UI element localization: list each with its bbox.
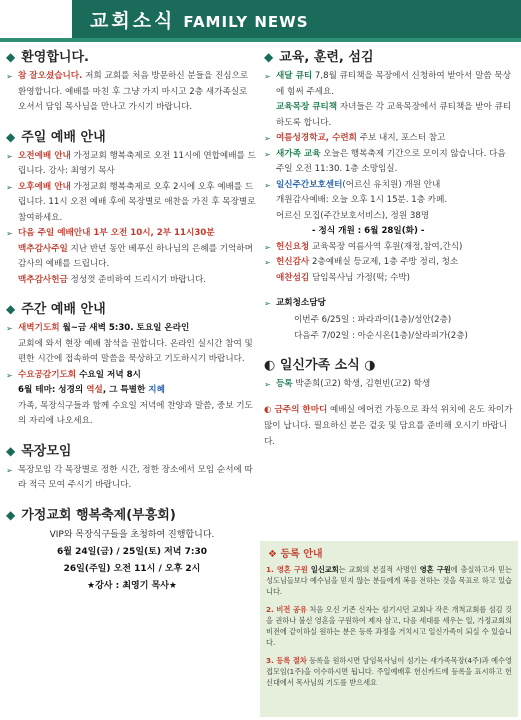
mokjang-item: ➢ 목장모임 각 목장별로 정한 시간, 정한 장소에서 모임 순서에 따라 적극 모여 주시기 바랍니다.: [6, 464, 253, 490]
sunday-heading: ◆ 주일 예배 안내: [6, 129, 106, 145]
education-item-request: ➢ 헌신요청 교육목장 여름사역 후원(재정,참여,간식): [264, 240, 516, 256]
festival-heading: ◆ 가정교회 행복축제(부흥회): [6, 507, 176, 523]
education-item-newcomer: ➢ 새가족 교육 오늘은 행복축제 기간으로 모이지 않습니다. 다음 주일 오전 11:30. 1층 소망임실.: [264, 148, 506, 174]
festival-line-4: ★강사 : 최영기 목사★: [87, 580, 177, 591]
half-circle-icon: ◐: [264, 357, 280, 373]
half-circle-icon: ◑: [359, 357, 376, 373]
registration-box: [260, 541, 518, 717]
arrow-right-icon: ➢: [264, 258, 271, 267]
page-title: [90, 6, 309, 33]
education-item-daycare: ➢ 일신주간보호센터(어르신 유치원) 개원 안내 개원감사예배: 오늘 오후 1시 15분. 1층 카페. 어르신 모집(주간보호서비스), 정원 38명 - 정식 개원 : 6월 28일(화) -: [264, 179, 448, 236]
arrow-right-icon: ➢: [264, 299, 271, 308]
registration-p2: 2. 비전 공유 처음 오신 기존 신자는 섬기시던 교회나 작은 개척교회를 섬김 것을 권하나 불신 영혼을 구원하여 제자 삼고, 다음 세대를 세우는 일, 가정교회의 비전에 같이하실 원하는 분은 등록 과정을 거치시고 일신가족이 되실 수 있습니다.: [266, 605, 513, 647]
arrow-right-icon: ➢: [264, 379, 271, 389]
weekday-item-wednesday: ➢ 수요공감기도회 수요일 저녁 8시 6월 테마: 성경의 역설, 그 특별한 지혜 가족, 목장식구들과 함께 수요일 저녁에 찬양과 말씀, 중보 기도의 자리에 나오세요.: [6, 369, 253, 426]
arrow-right-icon: ➢: [264, 180, 271, 190]
sunday-item-morning: ➢ 오전예배 안내 가정교회 행복축제로 오전 11시에 연합예배를 드립니다. 강사: 최영기 목사: [6, 150, 256, 176]
left-column: [6, 46, 258, 595]
diamond-icon: ◆: [264, 50, 274, 64]
diamond-icon: ◆: [6, 507, 16, 522]
festival-line-3: 26일(주일) 오전 11시 / 오후 2시: [63, 563, 201, 574]
arrow-right-icon: ➢: [264, 72, 271, 81]
festival-line-1: VIP와 목장식구들을 초청하여 진행합니다.: [49, 529, 215, 540]
arrow-right-icon: ➢: [6, 370, 13, 380]
arrow-right-icon: ➢: [6, 229, 13, 238]
weekday-heading: ◆ 주간 예배 안내: [6, 302, 106, 317]
right-column: [264, 46, 516, 450]
sunday-item-afternoon: ➢ 오후예배 안내 가정교회 행복축제로 오후 2시에 오후 예배를 드립니다. 11시 오전 예배 후에 목장별로 애찬을 가진 후 목장별로 참여하세요.: [6, 181, 256, 223]
arrow-right-icon: ➢: [6, 151, 13, 161]
education-item-qt: ➢ 새달 큐티 7,8월 큐티책을 목장에서 신청하여 받아서 말씀 묵상에 힘써 주세요. 교육목장 큐티책 자녀들은 각 교육목장에서 큐티책을 받아 큐티 하도록 합니다.: [264, 71, 512, 128]
title-english: FAMILY NEWS: [183, 13, 309, 31]
mokjang-heading: ◆ 목장모임: [6, 443, 72, 459]
sunday-item-next: ➢ 다음 주일 예배안내 1부 오전 10시, 2부 11시30분 맥추감사주일 지난 반년 동안 베푸신 하나님의 은혜를 기억하며 감사의 예배를 드립니다. 맥추감사헌금 정성껏 준비하여 드리시기 바랍니다.: [6, 228, 253, 285]
weekday-item-dawn: ➢ 새벽기도회 월~금 새벽 5:30. 토요일 온라인 교회에 와서 현장 예배 참석을 권합니다. 온라인 실시간 참여 및 편한 시간에 접속하여 말씀을 묵상하고 기도하시기 바랍니다.: [6, 323, 253, 364]
half-circle-icon: ◐: [264, 405, 275, 415]
education-item-thanks: ➢ 헌신감사 2층예배실 등교제, 1층 주방 정리, 청소 애찬섬김 담임목사님 가정(떡; 수박): [264, 257, 459, 283]
title-korean: 교회소식: [90, 10, 176, 32]
arrow-right-icon: ➢: [264, 149, 271, 159]
diamond-icon: ◆: [6, 443, 16, 458]
registration-p3: 3. 등록 절차 등록을 원하시면 담임목사님이 섬기는 새가족목장(4주)과 예수영접모임(1주)을 이수하시면 됩니다. 주일예배후 헌신카드에 등록을 표시하고 헌신대에서 목사님의 기도를 받으세요: [266, 656, 512, 687]
registration-p1: 1. 영혼 구원 일신교회는 교회의 본질적 사명인 영혼 구원에 충실하고자 믿는 성도님들보다 예수님을 믿지 않는 분들에게 복음 전하는 것을 목표로 하고 있습니다.: [266, 565, 512, 596]
registration-heading: ❖ 등록 안내: [268, 549, 323, 560]
festival-line-2: 6월 24일(금) / 25일(토) 저녁 7:30: [57, 546, 207, 557]
arrow-right-icon: ➢: [6, 324, 13, 333]
arrow-right-icon: ➢: [6, 465, 13, 475]
education-heading: ◆ 교육, 훈련, 섬김: [264, 50, 374, 65]
cleaning-item: ➢ 교회청소담당: [264, 296, 516, 312]
education-item-vbs: ➢ 여름성경학교, 수련회 주보 내지, 포스터 참고: [264, 131, 516, 147]
diamond-icon: ◆: [6, 50, 16, 64]
welcome-item: ➢ 참 잘오셨습니다. 저희 교회를 처음 방문하신 분들을 진심으로 환영합니다. 예배를 마친 후 그냥 가지 마시고 2층 새가족실로 오셔서 담임 목사님을 만나고 가시기 바랍니다.: [6, 71, 249, 112]
diamond-icon: ◆: [6, 129, 16, 144]
weekly-word: ◐ 금주의 한마디 예배실 에어컨 가동으로 좌석 위치에 온도 차이가 많이 납니다. 필요하신 분은 겉옷 및 담요를 준비해 오시기 바랍니다.: [264, 405, 513, 447]
family-news-heading: ◐ 일신가족 소식 ◑: [264, 357, 376, 373]
welcome-heading: ◆ 환영합니다.: [6, 50, 89, 65]
family-news-item: ➢ 등록 박준희(고2) 학생, 김현빈(고2) 학생: [264, 377, 516, 393]
arrow-right-icon: ➢: [6, 72, 13, 81]
header-accent-line: [0, 38, 521, 42]
arrow-right-icon: ➢: [264, 134, 271, 143]
header: [0, 0, 521, 42]
cleaning-line-2: 다음주 7/02일 : 아순시온(1층)/살라피가(2층): [294, 330, 468, 341]
arrow-right-icon: ➢: [264, 242, 271, 252]
cleaning-line-1: 이번주 6/25일 : 파라과이(1층)/성안(2층): [294, 314, 452, 325]
arrow-right-icon: ➢: [6, 182, 13, 192]
diamond-icon: ◆: [6, 302, 16, 316]
